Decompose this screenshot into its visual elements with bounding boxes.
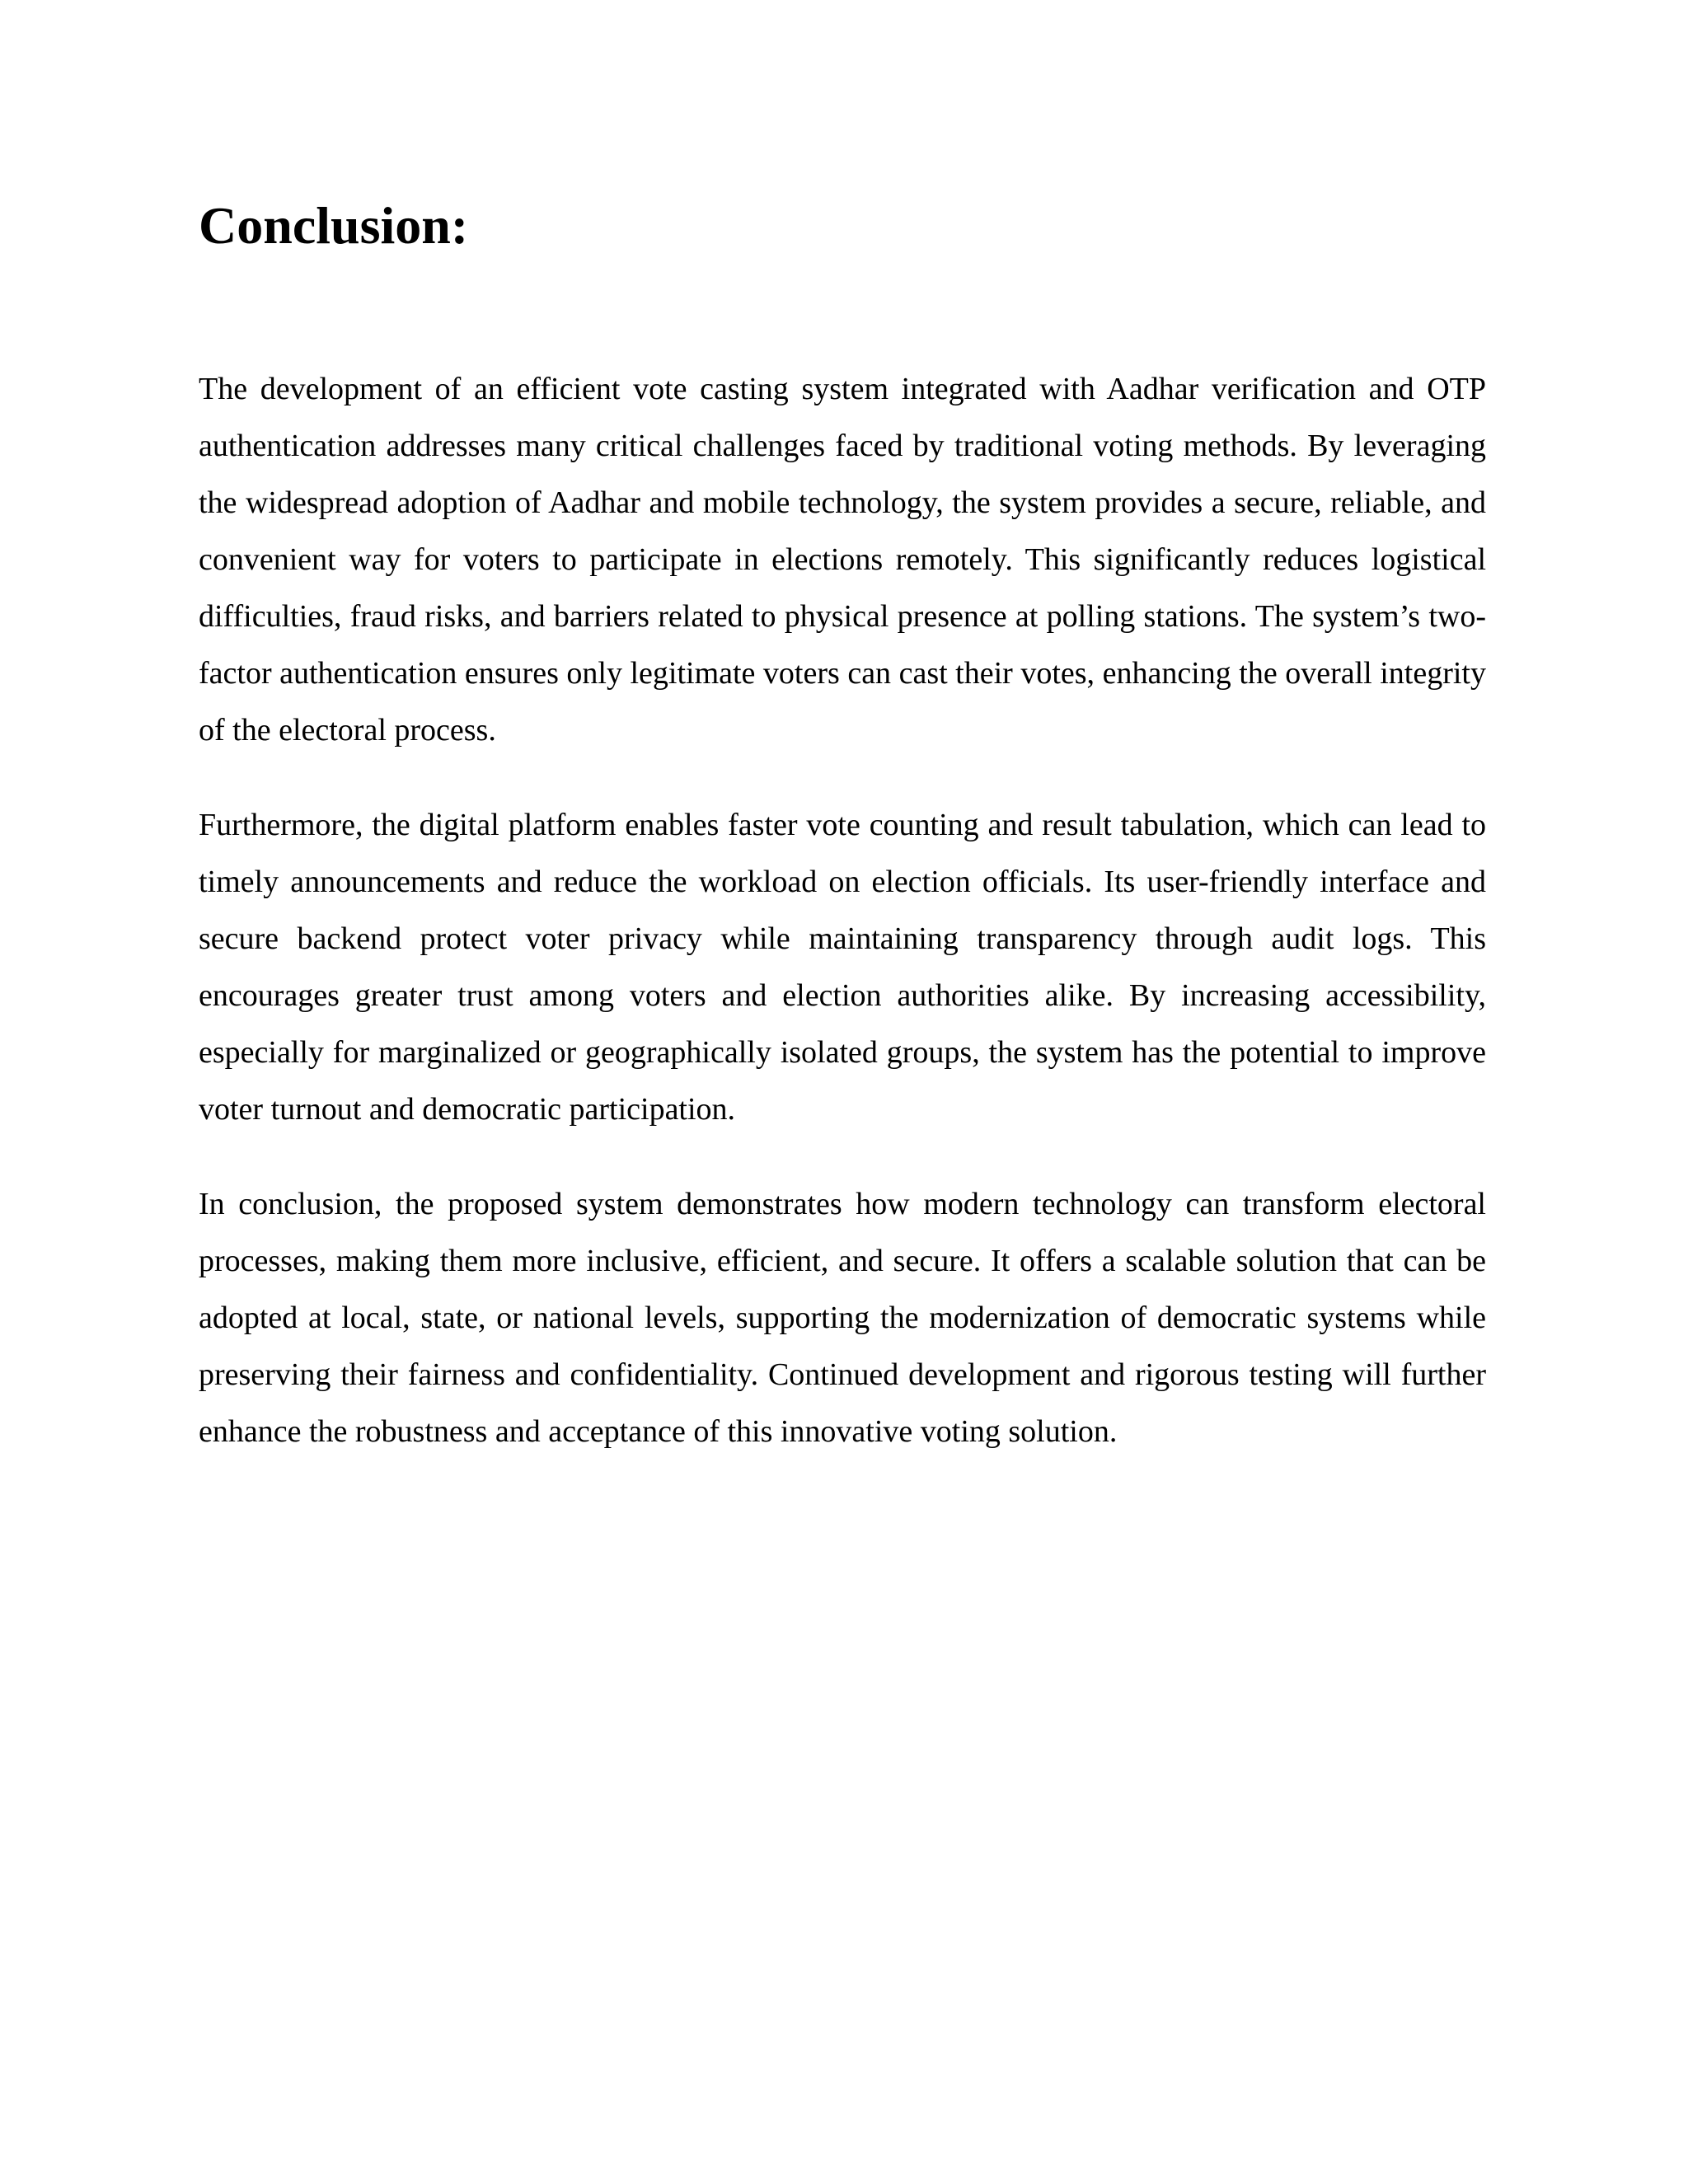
document-body	[199, 190, 1486, 1498]
paragraph-3: In conclusion, the proposed system demonstrates how modern technology can transform electoral processes, making them more inclusive, efficient, and secure. It offers a scalable solution that can be adopted at local, state, or national levels, supporting the modernization of democratic systems while preserving their fairness and confidentiality. Continued development and rigorous testing will further enhance the robustness and acceptance of this innovative voting solution.	[199, 1187, 1486, 1449]
section-heading: Conclusion:	[199, 196, 469, 255]
paragraph-2: Furthermore, the digital platform enables faster vote counting and result tabulation, which can lead to timely announcements and reduce the workload on election officials. Its user-friendly interface and secure backend protect voter privacy while maintaining transparency through audit logs. This encourages greater trust among voters and election authorities alike. By increasing accessibility, especially for marginalized or geographically isolated groups, the system has the potential to improve voter turnout and democratic participation.	[199, 808, 1486, 1127]
paragraph-1: The development of an efficient vote casting system integrated with Aadhar verification and OTP authentication addresses many critical challenges faced by traditional voting methods. By leveraging the widespread adoption of Aadhar and mobile technology, the system provides a secure, reliable, and convenient way for voters to participate in elections remotely. This significantly reduces logistical difficulties, fraud risks, and barriers related to physical presence at polling stations. The system’s two-factor authentication ensures only legitimate voters can cast their votes, enhancing the overall integrity of the electoral process.	[199, 372, 1486, 748]
